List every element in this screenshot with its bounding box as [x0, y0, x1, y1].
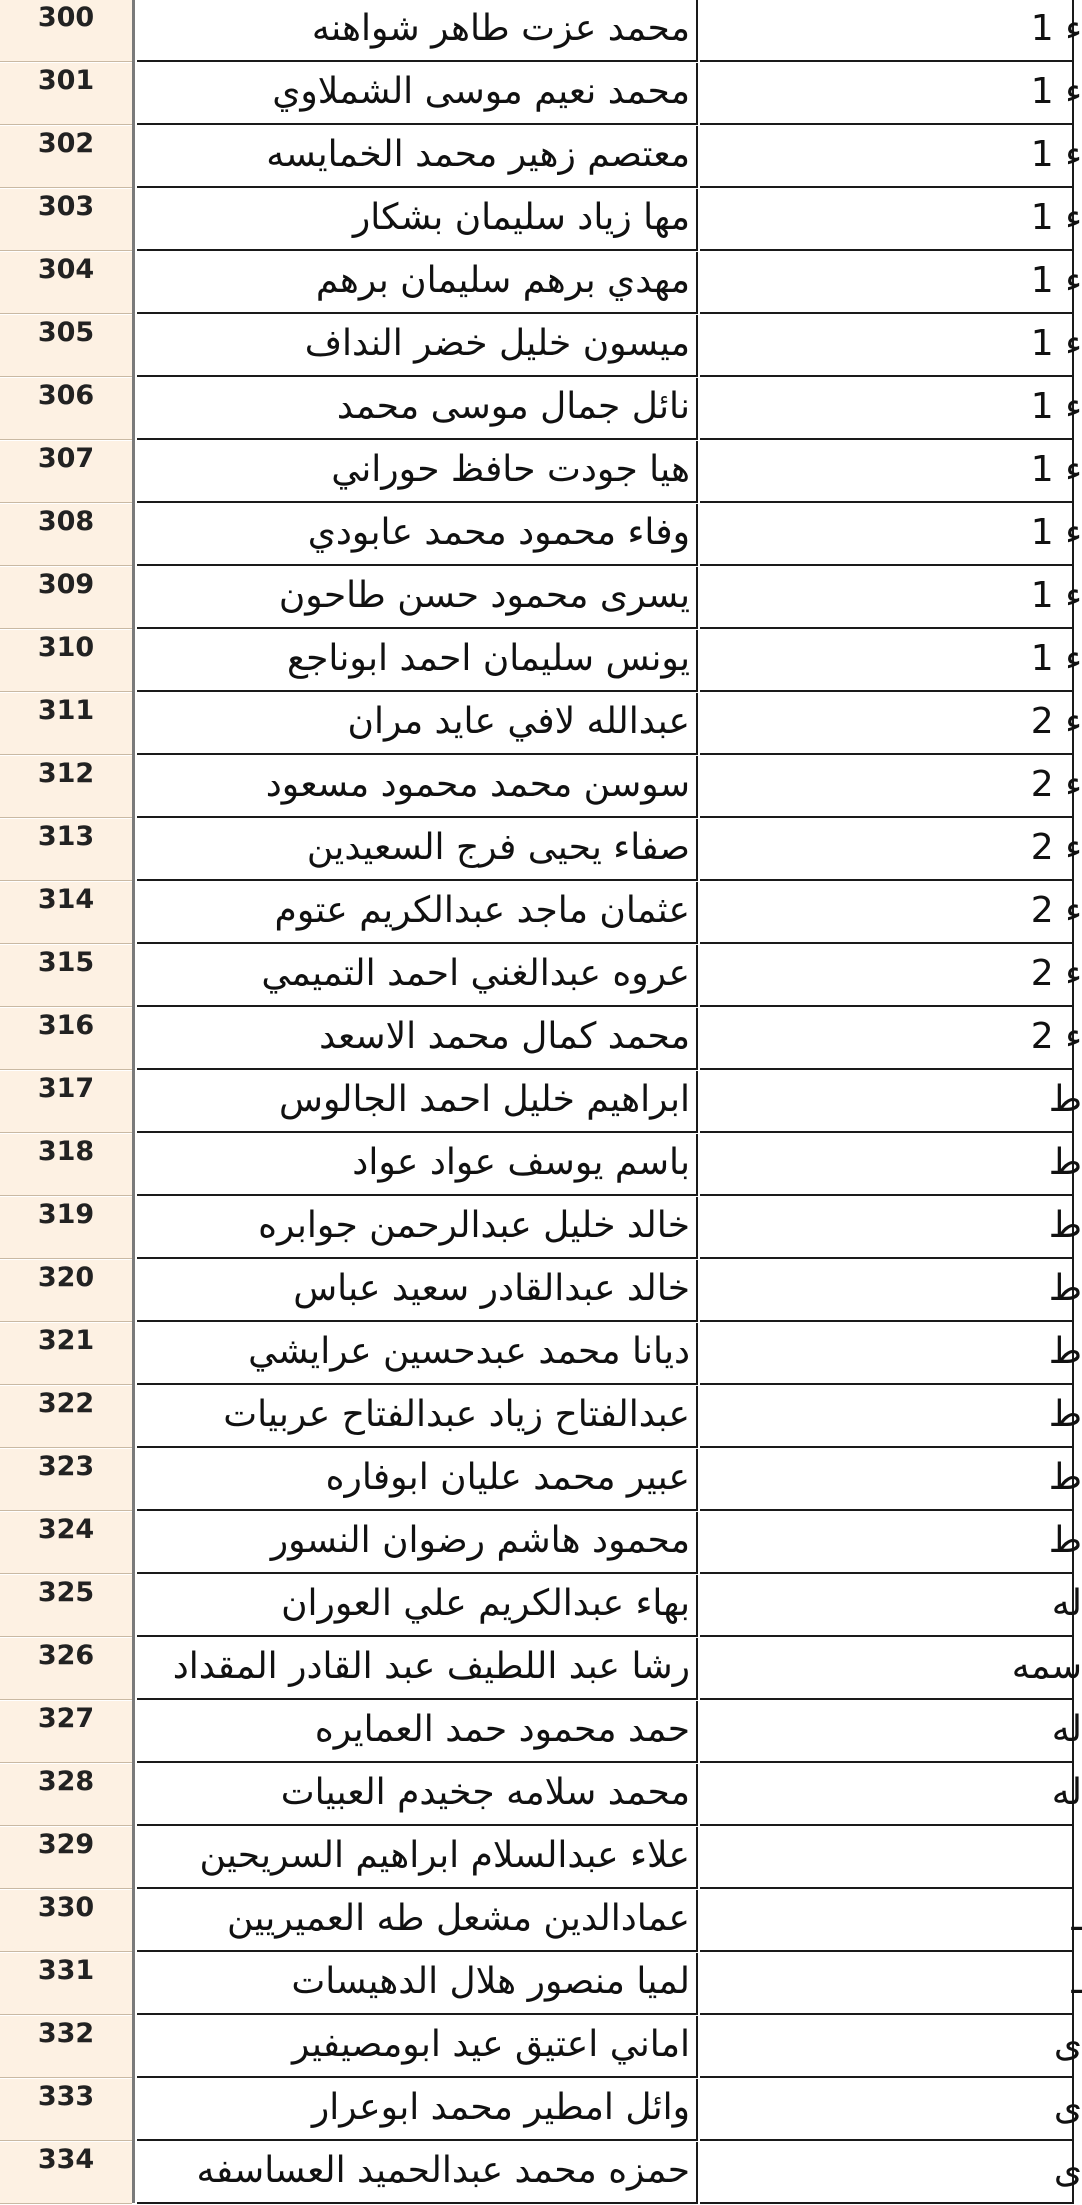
table-row — [0, 2142, 1082, 2205]
category-cell[interactable] — [700, 1008, 1082, 1070]
category-cell-text: سمه — [1011, 1646, 1082, 1687]
table-row — [0, 1323, 1082, 1386]
category-cell[interactable] — [700, 630, 1082, 692]
row-number[interactable]: 300 — [0, 0, 132, 62]
row-number[interactable]: 312 — [0, 756, 132, 818]
row-number[interactable]: 314 — [0, 882, 132, 944]
row-header-separator — [132, 0, 135, 2203]
category-cell[interactable] — [700, 1638, 1082, 1700]
row-number[interactable]: 306 — [0, 378, 132, 440]
category-cell-text: ط — [1048, 1520, 1082, 1561]
row-number[interactable]: 328 — [0, 1764, 132, 1826]
category-cell[interactable] — [700, 1827, 1074, 1889]
category-cell-text: ء 1 — [1030, 512, 1082, 553]
table-row — [0, 1512, 1082, 1575]
category-cell-text: ء 1 — [1030, 449, 1082, 490]
row-number[interactable]: 301 — [0, 63, 132, 125]
category-cell[interactable] — [700, 693, 1082, 755]
table-row — [0, 1827, 1074, 1890]
row-number[interactable]: 310 — [0, 630, 132, 692]
name-cell[interactable]: حمزه محمد عبدالحميد العساسفه — [137, 2142, 698, 2204]
table-row — [0, 1449, 1082, 1512]
category-cell-text: ـ — [1071, 1898, 1082, 1939]
name-cell[interactable]: خالد عبدالقادر سعيد عباس — [137, 1260, 698, 1322]
category-cell[interactable] — [700, 2142, 1082, 2204]
table-row — [0, 189, 1082, 252]
category-cell[interactable] — [700, 1512, 1082, 1574]
category-cell-text: ء 2 — [1030, 701, 1082, 742]
row-number[interactable]: 332 — [0, 2016, 132, 2078]
table-row — [0, 1953, 1082, 2016]
table-row — [0, 1386, 1082, 1449]
table-row — [0, 1638, 1082, 1701]
name-cell[interactable]: عبدالفتاح زياد عبدالفتاح عربيات — [137, 1386, 698, 1448]
table-row — [0, 567, 1082, 630]
table-row — [0, 1260, 1082, 1323]
category-cell[interactable] — [700, 1764, 1082, 1826]
name-cell[interactable]: ابراهيم خليل احمد الجالوس — [137, 1071, 698, 1133]
name-cell[interactable]: عبدالله لافي عايد مران — [137, 693, 698, 755]
name-cell[interactable]: يونس سليمان احمد ابوناجع — [137, 630, 698, 692]
name-cell[interactable]: هيا جودت حافظ حوراني — [137, 441, 698, 503]
row-number[interactable]: 309 — [0, 567, 132, 629]
name-cell[interactable]: لميا منصور هلال الدهيسات — [137, 1953, 698, 2015]
row-number[interactable]: 327 — [0, 1701, 132, 1763]
name-cell[interactable]: وائل امطير محمد ابوعرار — [137, 2079, 698, 2141]
table-row — [0, 126, 1082, 189]
name-cell[interactable]: معتصم زهير محمد الخمايسه — [137, 126, 698, 188]
category-cell-text: ء 1 — [1030, 323, 1082, 364]
table-row — [0, 441, 1082, 504]
category-cell-text: ـ — [1071, 1961, 1082, 2002]
row-number[interactable]: 305 — [0, 315, 132, 377]
table-row — [0, 1575, 1082, 1638]
row-number[interactable]: 317 — [0, 1071, 132, 1133]
table-row — [0, 945, 1082, 1008]
row-number[interactable]: 330 — [0, 1890, 132, 1952]
row-number[interactable]: 315 — [0, 945, 132, 1007]
table-row — [0, 378, 1082, 441]
table-row — [0, 1890, 1082, 1953]
table-row — [0, 1197, 1082, 1260]
row-number[interactable]: 329 — [0, 1827, 132, 1889]
category-cell-text: ط — [1048, 1142, 1082, 1183]
category-cell[interactable] — [700, 1953, 1082, 2015]
table-row — [0, 1764, 1082, 1827]
table-row — [0, 693, 1082, 756]
row-number[interactable]: 322 — [0, 1386, 132, 1448]
category-cell-text: له — [1051, 1709, 1082, 1750]
row-number[interactable]: 308 — [0, 504, 132, 566]
name-cell[interactable]: صفاء يحيى فرج السعيدين — [137, 819, 698, 881]
row-number[interactable]: 333 — [0, 2079, 132, 2141]
category-cell-text: ء 1 — [1030, 197, 1082, 238]
name-cell[interactable]: مهدي برهم سليمان برهم — [137, 252, 698, 314]
category-cell-text: ط — [1048, 1079, 1082, 1120]
table-row — [0, 63, 1082, 126]
table-row — [0, 0, 1082, 63]
name-cell[interactable]: ديانا محمد عبدحسين عرايشي — [137, 1323, 698, 1385]
category-cell-text: ء 1 — [1030, 8, 1082, 49]
row-number[interactable]: 319 — [0, 1197, 132, 1259]
category-cell[interactable] — [700, 882, 1082, 944]
category-cell[interactable] — [700, 252, 1082, 314]
name-cell[interactable]: اماني اعتيق عيد ابومصيفير — [137, 2016, 698, 2078]
name-cell[interactable]: يسرى محمود حسن طاحون — [137, 567, 698, 629]
name-cell[interactable]: محمد عزت طاهر شواهنه — [137, 0, 698, 62]
name-cell[interactable]: محمد سلامه جخيدم العبيات — [137, 1764, 698, 1826]
table-row — [0, 819, 1082, 882]
name-cell[interactable]: عثمان ماجد عبدالكريم عتوم — [137, 882, 698, 944]
category-cell[interactable] — [700, 1071, 1082, 1133]
table-row — [0, 2016, 1082, 2079]
table-row — [0, 2079, 1082, 2142]
row-number[interactable]: 334 — [0, 2142, 132, 2204]
name-cell[interactable]: محمد كمال محمد الاسعد — [137, 1008, 698, 1070]
row-number[interactable]: 324 — [0, 1512, 132, 1574]
table-row — [0, 1701, 1082, 1764]
name-cell[interactable]: ميسون خليل خضر النداف — [137, 315, 698, 377]
category-cell-text: ى — [1053, 2150, 1082, 2191]
name-cell[interactable]: خالد خليل عبدالرحمن جوابره — [137, 1197, 698, 1259]
category-cell[interactable] — [700, 63, 1082, 125]
category-cell-text: ء 1 — [1030, 575, 1082, 616]
category-cell-text: ط — [1048, 1268, 1082, 1309]
row-number[interactable]: 302 — [0, 126, 132, 188]
category-cell[interactable] — [700, 378, 1082, 440]
category-cell[interactable] — [700, 2016, 1082, 2078]
name-cell[interactable]: نائل جمال موسى محمد — [137, 378, 698, 440]
category-cell-text: ء 1 — [1030, 386, 1082, 427]
row-number[interactable]: 307 — [0, 441, 132, 503]
category-cell-text: ء 2 — [1030, 953, 1082, 994]
category-cell[interactable] — [700, 1260, 1082, 1322]
name-cell[interactable]: حمد محمود حمد العمايره — [137, 1701, 698, 1763]
name-cell[interactable]: مها زياد سليمان بشكار — [137, 189, 698, 251]
category-cell[interactable] — [700, 1386, 1082, 1448]
name-cell[interactable]: باسم يوسف عواد عواد — [137, 1134, 698, 1196]
row-number[interactable]: 318 — [0, 1134, 132, 1196]
category-cell[interactable] — [700, 2079, 1082, 2141]
category-cell-text: ء 1 — [1030, 638, 1082, 679]
category-cell-text: ء 1 — [1030, 260, 1082, 301]
category-cell[interactable] — [700, 945, 1082, 1007]
category-cell[interactable] — [700, 441, 1082, 503]
category-cell[interactable] — [700, 819, 1082, 881]
category-cell[interactable] — [700, 756, 1082, 818]
category-cell-text: ء 2 — [1030, 764, 1082, 805]
category-cell[interactable] — [700, 1449, 1082, 1511]
category-cell-text: ء 2 — [1030, 890, 1082, 931]
table-row — [0, 1071, 1082, 1134]
category-cell-text: له — [1051, 1772, 1082, 1813]
row-number[interactable]: 316 — [0, 1008, 132, 1070]
category-cell-text: ط — [1048, 1457, 1082, 1498]
name-cell[interactable]: علاء عبدالسلام ابراهيم السريحين — [137, 1827, 698, 1889]
table-row — [0, 882, 1082, 945]
table-row — [0, 252, 1082, 315]
row-number[interactable]: 325 — [0, 1575, 132, 1637]
category-cell[interactable] — [700, 1701, 1082, 1763]
table-row — [0, 1134, 1082, 1197]
row-number[interactable]: 326 — [0, 1638, 132, 1700]
table-row — [0, 630, 1082, 693]
row-number[interactable]: 321 — [0, 1323, 132, 1385]
category-cell[interactable] — [700, 567, 1082, 629]
category-cell-text: ء 2 — [1030, 827, 1082, 868]
category-cell[interactable] — [700, 189, 1082, 251]
row-number[interactable]: 320 — [0, 1260, 132, 1322]
category-cell[interactable] — [700, 126, 1082, 188]
category-cell[interactable] — [700, 0, 1082, 62]
row-number[interactable]: 331 — [0, 1953, 132, 2015]
name-cell[interactable]: رشا عبد اللطيف عبد القادر المقداد — [137, 1638, 698, 1700]
row-number[interactable]: 313 — [0, 819, 132, 881]
row-number[interactable]: 311 — [0, 693, 132, 755]
name-cell[interactable]: عمادالدين مشعل طه العميريين — [137, 1890, 698, 1952]
name-cell[interactable]: محمد نعيم موسى الشملاوي — [137, 63, 698, 125]
category-cell-text: ى — [1053, 2087, 1082, 2128]
category-cell[interactable] — [700, 1890, 1082, 1952]
category-cell-text: ء 2 — [1030, 1016, 1082, 1057]
category-cell-text: له — [1051, 1583, 1082, 1624]
category-cell[interactable] — [700, 504, 1082, 566]
table-row — [0, 756, 1082, 819]
name-cell[interactable]: سوسن محمد محمود مسعود — [137, 756, 698, 818]
category-cell-text: ء 1 — [1030, 134, 1082, 175]
category-cell[interactable] — [700, 1134, 1082, 1196]
name-cell[interactable]: عبير محمد عليان ابوفاره — [137, 1449, 698, 1511]
name-cell[interactable]: عروه عبدالغني احمد التميمي — [137, 945, 698, 1007]
name-cell[interactable]: بهاء عبدالكريم علي العوران — [137, 1575, 698, 1637]
row-number[interactable]: 303 — [0, 189, 132, 251]
category-cell-text: ط — [1048, 1205, 1082, 1246]
table-row — [0, 1008, 1082, 1071]
category-cell-text: ء 1 — [1030, 71, 1082, 112]
category-cell[interactable] — [700, 315, 1082, 377]
category-cell-text: ط — [1048, 1331, 1082, 1372]
category-cell[interactable] — [700, 1197, 1082, 1259]
table-row — [0, 315, 1082, 378]
row-number[interactable]: 323 — [0, 1449, 132, 1511]
category-cell[interactable] — [700, 1575, 1082, 1637]
name-cell[interactable]: وفاء محمود محمد عابودي — [137, 504, 698, 566]
category-cell[interactable] — [700, 1323, 1082, 1385]
category-cell-text: ى — [1053, 2024, 1082, 2065]
table-row — [0, 504, 1082, 567]
row-number[interactable]: 304 — [0, 252, 132, 314]
category-cell-text: ط — [1048, 1394, 1082, 1435]
name-cell[interactable]: محمود هاشم رضوان النسور — [137, 1512, 698, 1574]
